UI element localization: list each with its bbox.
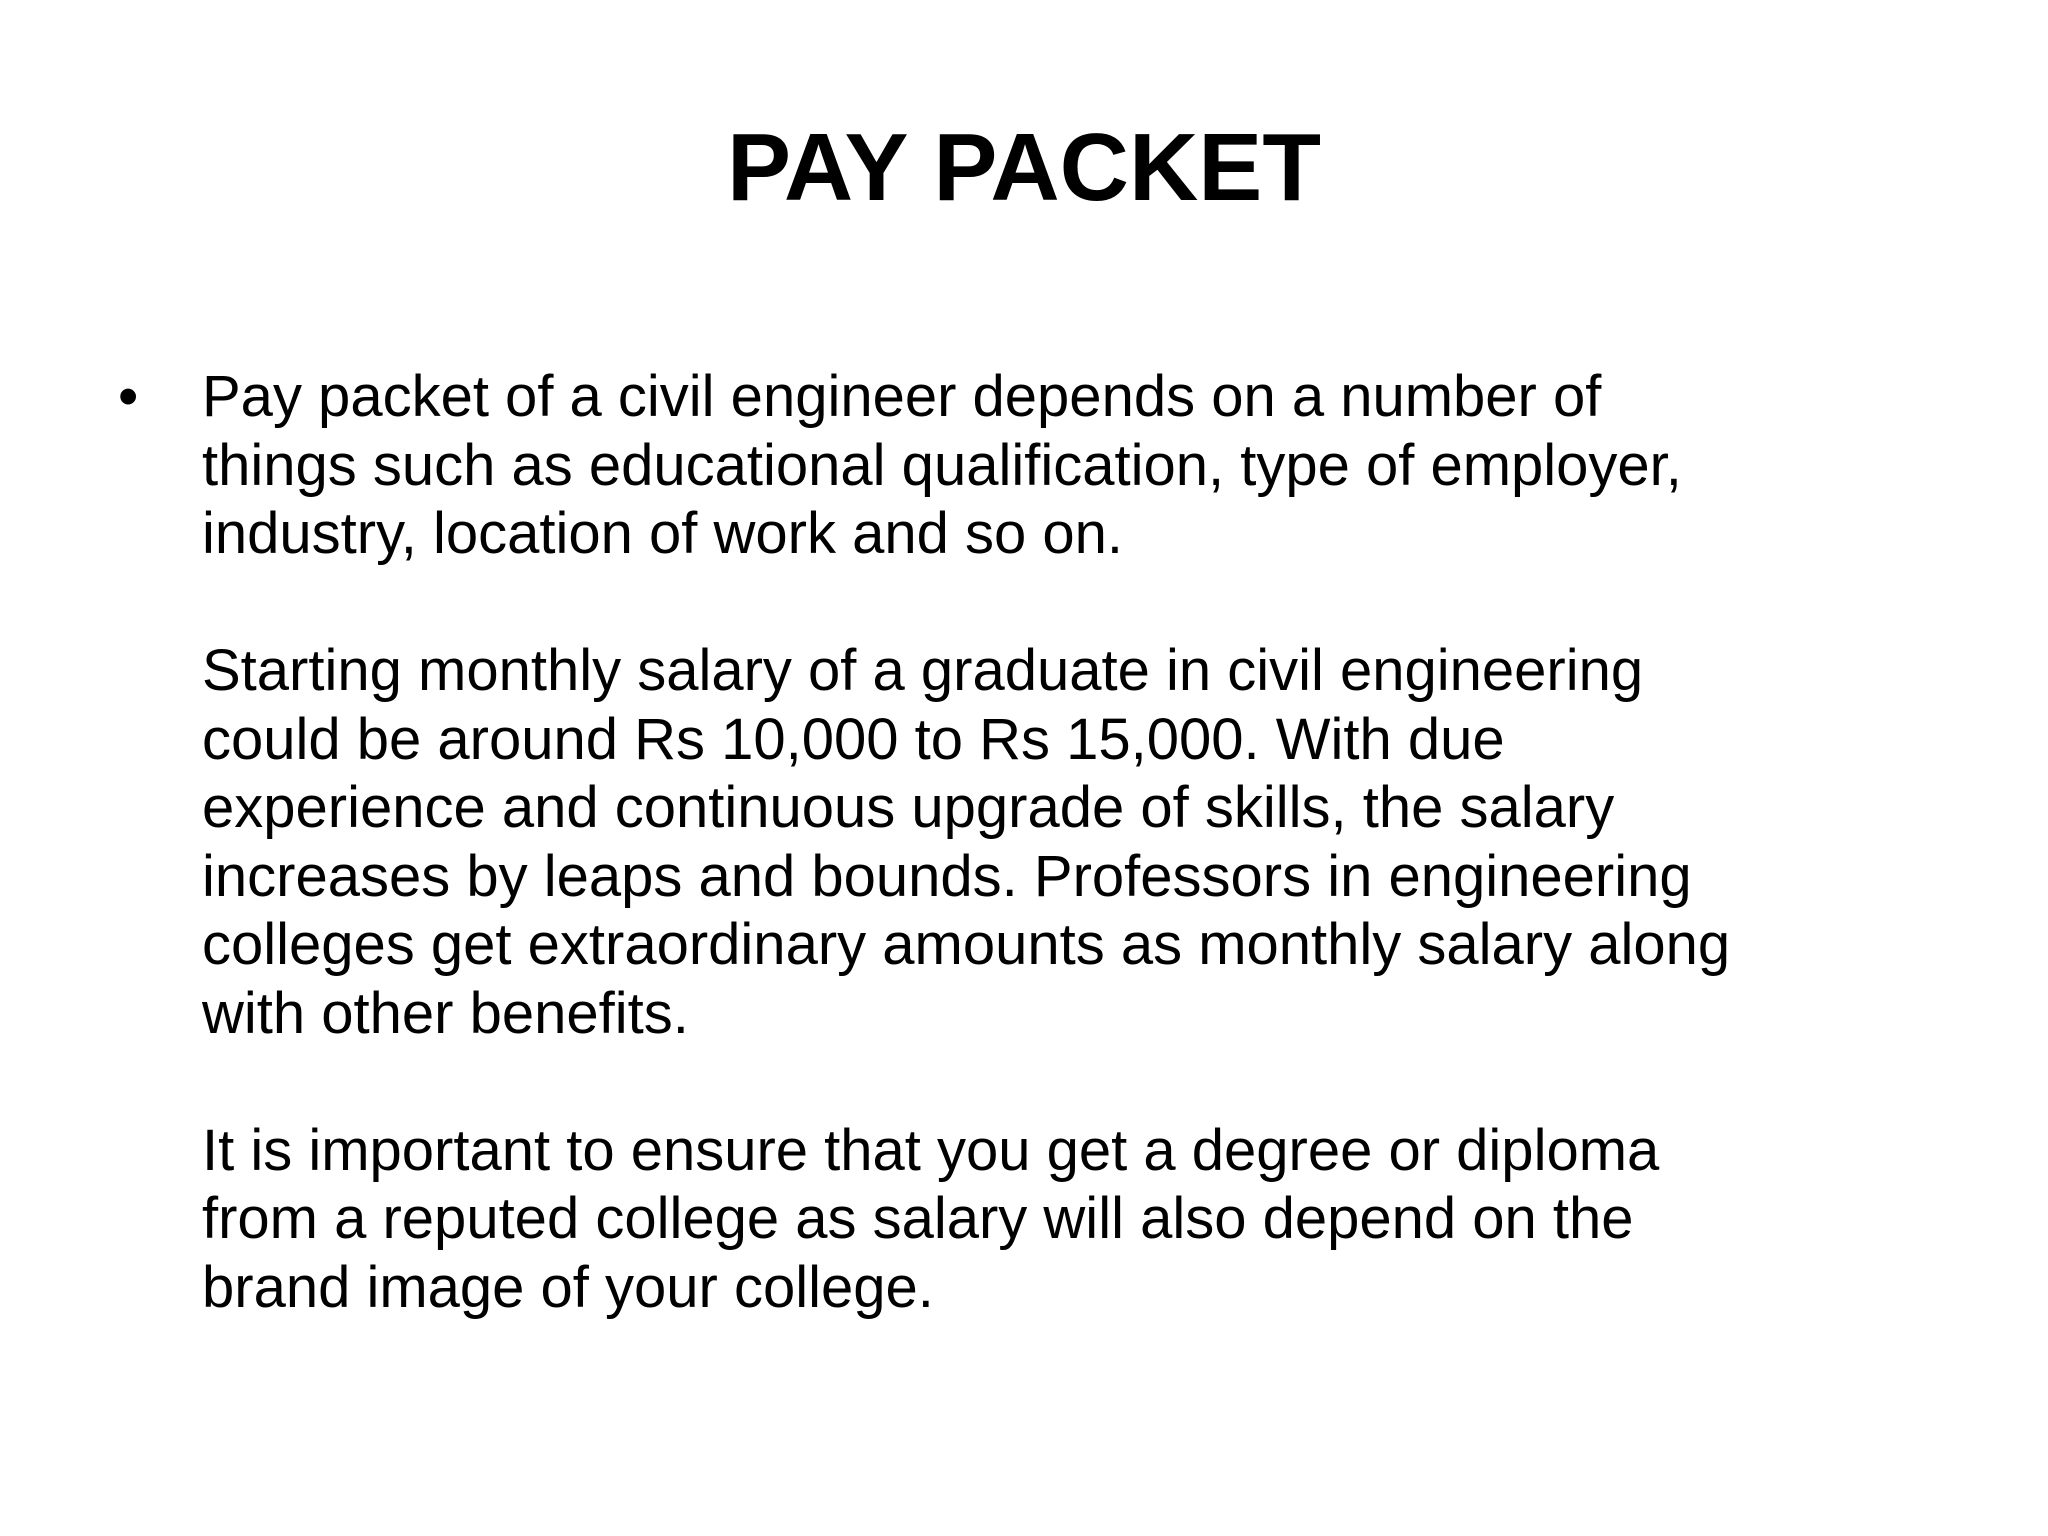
paragraph-starting-salary: Starting monthly salary of a graduate in civil engineering could be around Rs 10,000 to Rs 15,000. With due experience and continuous upgrade of skills, the salary increases by leaps and bounds. Professors in engineering colleges get extraordinary amounts as monthly salary along with other benefits. [202, 638, 1731, 1046]
paragraph-college-importance: It is important to ensure that you get a degree or diploma from a reputed college as salary will also depend on the brand image of your college. [202, 1117, 1660, 1320]
paragraph-pay-factors: Pay packet of a civil engineer depends on a number of things such as educational qualification, type of employer, industry, location of work and so on. [202, 364, 1682, 566]
slide-title: PAY PACKET [727, 114, 1321, 221]
bullet-body [202, 363, 1952, 1322]
bullet-icon: • [118, 364, 139, 429]
paragraph-spacer [202, 1048, 1952, 1117]
paragraph-spacer [202, 569, 1952, 638]
